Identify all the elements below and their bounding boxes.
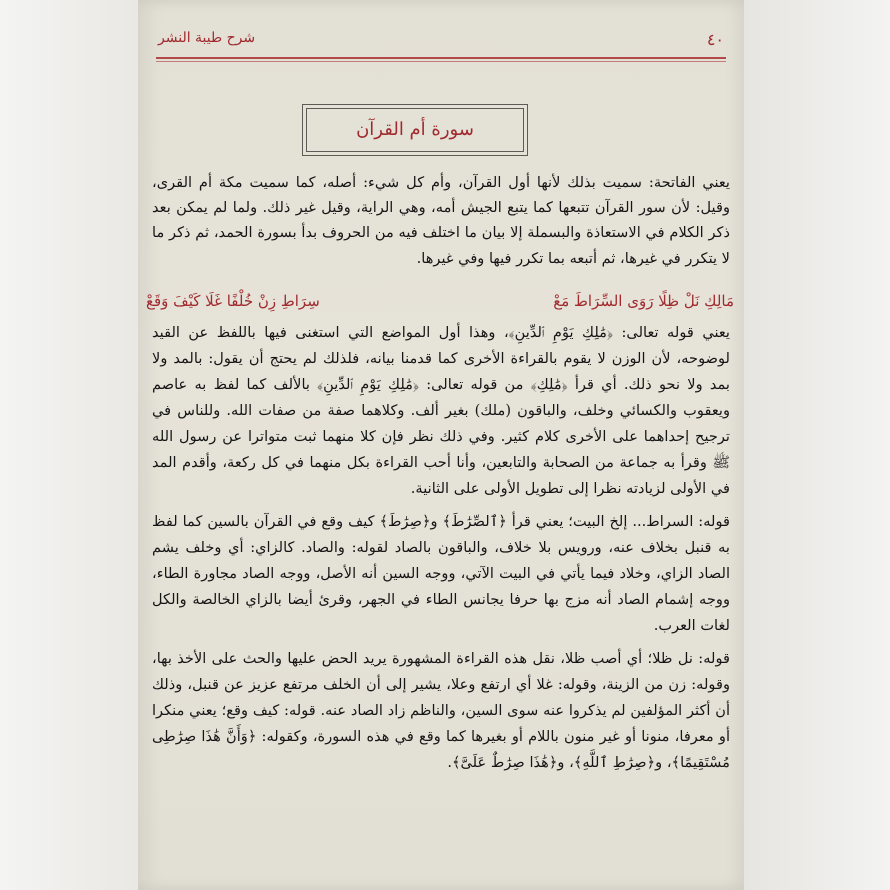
- background-right: [744, 0, 890, 890]
- background-left: [0, 0, 138, 890]
- verse-first-hemistich: مَالِكِ نَلْ ظِلًا رَوَى السِّرَاطَ مَعْ: [553, 292, 734, 310]
- commentary-text: [152, 320, 730, 783]
- commentary-paragraph-2: قوله: السراط... إلخ البيت؛ يعني قرأ ﴿ٱلصِّرَٰطَ﴾ و﴿صِرَٰطَ﴾ كيف وقع في القرآن بالسين كما لفظ به قنبل بخلاف عنه، ورويس بلا خلاف، والباقون بالصاد لقوله: والصاد. كالزاي: أي وخلف يشم الصاد الزاي، وخلاد فيما يأتي في البيت الآتي، ووجه السين أنه الأصل، ووجه الصاد مجاورة الطاء، ووجه إشمام الصاد أنه مزج بها حرفا يجانس الطاء في الجهر، وقرئ أيضا بالزاي الخالصة والكل لغات العرب.: [152, 513, 730, 634]
- verse-second-hemistich: سِرَاطِ زِنْ خُلْفًا غَلَا كَيْفَ وَقَعْ: [146, 292, 320, 310]
- running-title: شرح طيبة النشر: [158, 30, 256, 46]
- commentary-paragraph-1: يعني قوله تعالى: ﴿مَٰلِكِ يَوْمِ ٱلدِّينِ﴾، وهذا أول المواضع التي استغنى فيها باللفظ عن القيد لوضوحه، لأن الوزن لا يقوم بالقراءة الأخرى كما قدمنا بيانه، فلذلك لم يحتج أن يقول: بالمد ولا بمد ولا نحو ذلك. أي قرأ ﴿مَٰلِكِ﴾ من قوله تعالى: ﴿مَٰلِكِ يَوْمِ ٱلدِّينِ﴾ بالألف كما لفظ به عاصم ويعقوب والكسائي وخلف، والباقون (ملك) بغير ألف. وكلاهما صفة من صفات الله. وللناس في ترجيح إحداهما على الأخرى كلام كثير. وفي ذلك نظر فإن كلا منهما ثبت متواترا عن رسول الله ﷺ وقرأ به جماعة من الصحابة والتابعين، وأنا أحب القراءة بكل منهما في كل ركعة، وأقدم المد في الأولى لزيادته نظرا إلى تطويل الأولى على الثانية.: [152, 324, 730, 497]
- header-rule-thin: [156, 61, 726, 62]
- header-rule: [156, 57, 726, 59]
- page-header: [156, 30, 726, 58]
- intro-text: [152, 170, 730, 277]
- surah-title-box: [306, 108, 524, 152]
- page-number: ٤٠: [706, 30, 724, 49]
- book-page: [138, 0, 744, 890]
- commentary-paragraph-3: قوله: نل ظلا؛ أي أصب ظلا، نقل هذه القراءة المشهورة يريد الحض عليها والحث على الأخذ بها، وقوله: زن من الزينة، وقوله: غلا أي ارتفع وعلا، يشير إلى أن الخلف مرتفع عزيز عن قنبل، وذلك أن أكثر المؤلفين لم يذكروا عنه سوى السين، والناظم زاد الصاد عنه. قوله: كيف وقع؛ يعني منكرا أو معرفا، منونا أو غير منون باللام أو بغيرها كما وقع في هذه السورة، وكقوله: ﴿وَأَنَّ هَٰذَا صِرَٰطِى مُسْتَقِيمًا﴾، و﴿صِرَٰطِ ٱللَّهِ﴾، و﴿هَٰذَا صِرَٰطٌ عَلَىَّ﴾.: [152, 650, 730, 771]
- poem-verse: [146, 292, 734, 318]
- intro-paragraph: يعني الفاتحة: سميت بذلك لأنها أول القرآن، وأم كل شيء: أصله، كما سميت مكة أم القرى، وقيل: لأن سور القرآن تتبعها كما يتبع الجيش أمه، وهي الراية، وقيل غير ذلك. ولما لم يمكن بعد ذكر الكلام في الاستعاذة والبسملة إلا بيان ما اختلف فيه من الحروف بدأ بسورة الحمد، ثم ذكر ما لا يتكرر في غيرها، ثم أتبعه بما تكرر فيها وفي غيرها.: [152, 174, 730, 267]
- surah-title: سورة أم القرآن: [356, 119, 474, 140]
